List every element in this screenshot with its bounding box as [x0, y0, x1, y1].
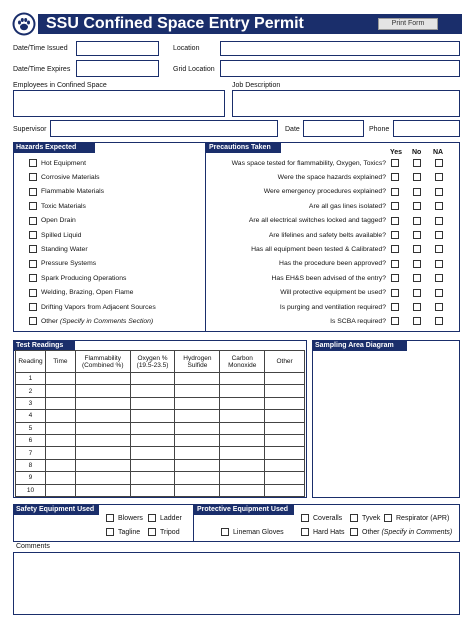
precaution-na-checkbox[interactable] — [435, 231, 443, 239]
hazard-checkbox[interactable] — [29, 217, 37, 225]
reading-cell[interactable] — [220, 459, 265, 471]
precaution-na-checkbox[interactable] — [435, 289, 443, 297]
reading-cell[interactable] — [220, 422, 265, 434]
print-form-button[interactable]: Print Form — [378, 18, 438, 30]
precaution-question: Are lifelines and safety belts available? — [268, 231, 386, 239]
reading-number: 8 — [16, 459, 46, 471]
reading-cell[interactable] — [75, 422, 130, 434]
reading-cell[interactable] — [175, 459, 220, 471]
other-protective-text: Other — [362, 529, 380, 536]
reading-cell[interactable] — [75, 385, 130, 397]
test-readings-header: Flammability (Combined %) — [75, 351, 130, 373]
reading-cell[interactable] — [175, 484, 220, 496]
other-protective-label — [362, 529, 452, 536]
precaution-na-checkbox[interactable] — [435, 217, 443, 225]
reading-cell[interactable] — [75, 484, 130, 496]
precaution-yes-checkbox[interactable] — [391, 159, 399, 167]
lineman-gloves-label: Lineman Gloves — [233, 529, 284, 536]
reading-cell[interactable] — [130, 484, 175, 496]
tyvek-label: Tyvek — [362, 515, 381, 522]
reading-cell[interactable] — [75, 459, 130, 471]
reading-cell[interactable] — [175, 447, 220, 459]
hazard-label-text: Spark Producing Operations — [41, 274, 127, 282]
reading-cell[interactable] — [75, 472, 130, 484]
reading-cell[interactable] — [45, 397, 75, 409]
precaution-question: Were the space hazards explained? — [277, 173, 386, 181]
precaution-na-checkbox[interactable] — [435, 159, 443, 167]
reading-cell[interactable] — [130, 373, 175, 385]
table-row — [16, 422, 305, 434]
job-description-field[interactable] — [232, 90, 460, 117]
reading-cell[interactable] — [220, 472, 265, 484]
reading-number: 6 — [16, 434, 46, 446]
precaution-question: Is purging and ventilation required? — [279, 303, 386, 311]
reading-cell[interactable] — [75, 434, 130, 446]
hazard-label-text: Other — [41, 317, 58, 325]
test-readings-header: Hydrogen Sulfide — [175, 351, 220, 373]
precaution-question: Is SCBA required? — [330, 317, 386, 325]
supervisor-label: Supervisor — [13, 126, 47, 133]
reading-cell[interactable] — [220, 447, 265, 459]
hazard-checkbox[interactable] — [29, 289, 37, 297]
table-row — [16, 447, 305, 459]
precaution-no-checkbox[interactable] — [413, 303, 421, 311]
hazard-label-text: Flammable Materials — [41, 188, 105, 196]
datetime-issued-field[interactable] — [76, 41, 159, 56]
page-title: SSU Confined Space Entry Permit — [46, 15, 304, 32]
hard-hats-label: Hard Hats — [313, 529, 345, 536]
reading-cell[interactable] — [220, 385, 265, 397]
precaution-na-checkbox[interactable] — [435, 245, 443, 253]
reading-cell[interactable] — [75, 397, 130, 409]
precaution-no-checkbox[interactable] — [413, 260, 421, 268]
phone-label: Phone — [369, 126, 390, 133]
hazard-label — [41, 232, 81, 239]
precaution-na-checkbox[interactable] — [435, 173, 443, 181]
reading-cell[interactable] — [220, 410, 265, 422]
protective-equipment-title: Protective Equipment Used — [194, 505, 294, 515]
hazard-checkbox[interactable] — [29, 274, 37, 282]
hazard-label — [41, 188, 104, 195]
hazard-label-text: Toxic Materials — [41, 202, 86, 210]
hazard-label-text: Drifting Vapors from Adjacent Sources — [41, 303, 156, 311]
supervisor-field[interactable] — [50, 120, 278, 137]
precaution-yes-checkbox[interactable] — [391, 217, 399, 225]
reading-number: 10 — [16, 484, 46, 496]
logo — [12, 12, 36, 36]
precaution-yes-checkbox[interactable] — [391, 245, 399, 253]
hazard-checkbox[interactable] — [29, 188, 37, 196]
reading-number: 5 — [16, 422, 46, 434]
reading-cell[interactable] — [175, 410, 220, 422]
employees-label: Employees in Confined Space — [13, 82, 107, 89]
reading-cell[interactable] — [220, 397, 265, 409]
hazard-checkbox[interactable] — [29, 202, 37, 210]
respirator-label: Respirator (APR) — [396, 515, 450, 522]
precaution-no-checkbox[interactable] — [413, 188, 421, 196]
hazard-checkbox[interactable] — [29, 317, 37, 325]
ladder-label: Ladder — [160, 515, 182, 522]
hazard-label-text: Welding, Brazing, Open Flame — [41, 289, 134, 297]
precaution-question: Will protective equipment be used? — [280, 289, 386, 297]
precaution-question: Has all equipment been tested & Calibrated? — [251, 245, 386, 253]
hazard-label — [41, 203, 86, 210]
tripod-checkbox[interactable] — [148, 528, 156, 536]
reading-cell[interactable] — [45, 472, 75, 484]
precaution-question: Has the procedure been approved? — [279, 260, 386, 268]
reading-number: 3 — [16, 397, 46, 409]
precaution-yes-checkbox[interactable] — [391, 260, 399, 268]
hazard-checkbox[interactable] — [29, 159, 37, 167]
hazard-label — [41, 260, 96, 267]
reading-cell[interactable] — [265, 472, 305, 484]
datetime-expires-label: Date/Time Expires — [13, 66, 71, 73]
reading-cell[interactable] — [265, 422, 305, 434]
reading-cell[interactable] — [75, 410, 130, 422]
reading-cell[interactable] — [175, 397, 220, 409]
other-protective-note: (Specify in Comments) — [381, 529, 453, 536]
reading-cell[interactable] — [220, 373, 265, 385]
reading-cell[interactable] — [45, 484, 75, 496]
hazard-label — [41, 318, 153, 325]
precaution-yes-checkbox[interactable] — [391, 289, 399, 297]
test-readings-header: Carbon Monoxide — [220, 351, 265, 373]
reading-cell[interactable] — [175, 472, 220, 484]
table-row — [16, 397, 305, 409]
precaution-yes-checkbox[interactable] — [391, 303, 399, 311]
precaution-yes-checkbox[interactable] — [391, 317, 399, 325]
hazard-checkbox[interactable] — [29, 173, 37, 181]
precautions-title: Precautions Taken — [206, 143, 281, 153]
reading-cell[interactable] — [130, 447, 175, 459]
hazard-label-text: Corrosive Materials — [41, 173, 100, 181]
precaution-yes-checkbox[interactable] — [391, 173, 399, 181]
comments-field[interactable] — [13, 552, 460, 615]
precaution-no-checkbox[interactable] — [413, 289, 421, 297]
tagline-checkbox[interactable] — [106, 528, 114, 536]
hazards-title: Hazards Expected — [13, 143, 95, 153]
reading-cell[interactable] — [220, 484, 265, 496]
reading-cell[interactable] — [265, 434, 305, 446]
hazard-label — [41, 289, 133, 296]
coveralls-checkbox[interactable] — [301, 514, 309, 522]
test-readings-header: Other — [265, 351, 305, 373]
grid-location-field[interactable] — [220, 60, 460, 77]
precaution-na-checkbox[interactable] — [435, 202, 443, 210]
precaution-yes-checkbox[interactable] — [391, 202, 399, 210]
reading-cell[interactable] — [130, 434, 175, 446]
precaution-no-checkbox[interactable] — [413, 274, 421, 282]
hazard-label — [41, 174, 100, 181]
location-field[interactable] — [220, 41, 460, 56]
precaution-no-checkbox[interactable] — [413, 317, 421, 325]
hazard-label-text: Hot Equipment — [41, 159, 86, 167]
datetime-issued-label: Date/Time Issued — [13, 45, 68, 52]
precaution-no-checkbox[interactable] — [413, 245, 421, 253]
col-no: No — [412, 149, 422, 156]
precaution-no-checkbox[interactable] — [413, 173, 421, 181]
precaution-na-checkbox[interactable] — [435, 317, 443, 325]
precaution-question: Were emergency procedures explained? — [263, 188, 386, 196]
coveralls-label: Coveralls — [313, 515, 343, 522]
precaution-yes-checkbox[interactable] — [391, 274, 399, 282]
date-label: Date — [285, 126, 300, 133]
table-row — [16, 459, 305, 471]
reading-cell[interactable] — [130, 459, 175, 471]
reading-cell[interactable] — [265, 373, 305, 385]
precaution-na-checkbox[interactable] — [435, 260, 443, 268]
table-row — [16, 434, 305, 446]
employees-field[interactable] — [13, 90, 225, 117]
comments-label: Comments — [16, 543, 50, 550]
datetime-expires-field[interactable] — [76, 60, 159, 77]
precaution-na-checkbox[interactable] — [435, 303, 443, 311]
hard-hats-checkbox[interactable] — [301, 528, 309, 536]
precaution-question: Are all electrical switches locked and tagged? — [248, 217, 386, 225]
reading-cell[interactable] — [45, 373, 75, 385]
precaution-yes-checkbox[interactable] — [391, 188, 399, 196]
safety-equipment-title: Safety Equipment Used — [13, 505, 99, 515]
reading-cell[interactable] — [220, 434, 265, 446]
tagline-label: Tagline — [118, 529, 141, 536]
blowers-checkbox[interactable] — [106, 514, 114, 522]
col-na: NA — [433, 149, 444, 156]
reading-cell[interactable] — [175, 434, 220, 446]
sampling-area-box[interactable] — [312, 340, 460, 498]
hazard-label-text: Pressure Systems — [41, 260, 97, 268]
hazard-label-text: Standing Water — [41, 245, 88, 253]
hazard-label — [41, 246, 88, 253]
location-label: Location — [173, 45, 200, 52]
reading-cell[interactable] — [45, 385, 75, 397]
reading-cell[interactable] — [175, 385, 220, 397]
reading-cell[interactable] — [265, 385, 305, 397]
reading-cell[interactable] — [175, 422, 220, 434]
reading-number: 9 — [16, 472, 46, 484]
reading-number: 4 — [16, 410, 46, 422]
reading-cell[interactable] — [130, 422, 175, 434]
tripod-label: Tripod — [160, 529, 180, 536]
date-field[interactable] — [303, 120, 364, 137]
sampling-area-title: Sampling Area Diagram — [312, 341, 407, 351]
hazard-label — [41, 217, 76, 224]
ladder-checkbox[interactable] — [148, 514, 156, 522]
reading-cell[interactable] — [45, 410, 75, 422]
table-row — [16, 373, 305, 385]
other-protective-checkbox[interactable] — [350, 528, 358, 536]
hazard-checkbox[interactable] — [29, 245, 37, 253]
job-description-label: Job Description — [232, 82, 281, 89]
tyvek-checkbox[interactable] — [350, 514, 358, 522]
precaution-no-checkbox[interactable] — [413, 159, 421, 167]
reading-cell[interactable] — [45, 447, 75, 459]
reading-cell[interactable] — [130, 385, 175, 397]
test-readings-table — [15, 350, 305, 497]
hazard-label-text: Spilled Liquid — [41, 231, 82, 239]
test-readings-header: Time — [45, 351, 75, 373]
hazard-other-note: (Specify in Comments Section) — [59, 317, 154, 325]
precaution-no-checkbox[interactable] — [413, 231, 421, 239]
hazard-label — [41, 160, 86, 167]
reading-cell[interactable] — [175, 373, 220, 385]
hazards-divider — [205, 142, 206, 332]
precaution-na-checkbox[interactable] — [435, 188, 443, 196]
phone-field[interactable] — [393, 120, 460, 137]
reading-number: 7 — [16, 447, 46, 459]
reading-cell[interactable] — [45, 422, 75, 434]
respirator-checkbox[interactable] — [384, 514, 392, 522]
hazard-label — [41, 275, 126, 282]
test-readings-header: Oxygen % (19.5-23.5) — [130, 351, 175, 373]
reading-cell[interactable] — [130, 410, 175, 422]
blowers-label: Blowers — [118, 515, 143, 522]
reading-cell[interactable] — [130, 397, 175, 409]
hazard-checkbox[interactable] — [29, 303, 37, 311]
hazard-checkbox[interactable] — [29, 260, 37, 268]
precaution-question: Was space tested for flammability, Oxygen, Toxics? — [231, 159, 386, 167]
test-readings-title: Test Readings — [13, 341, 75, 351]
table-row — [16, 472, 305, 484]
precaution-na-checkbox[interactable] — [435, 274, 443, 282]
precaution-yes-checkbox[interactable] — [391, 231, 399, 239]
table-row — [16, 484, 305, 496]
precaution-no-checkbox[interactable] — [413, 202, 421, 210]
hazard-label — [41, 304, 156, 311]
table-row — [16, 385, 305, 397]
reading-number: 2 — [16, 385, 46, 397]
precaution-no-checkbox[interactable] — [413, 217, 421, 225]
precaution-question: Has EH&S been advised of the entry? — [271, 274, 386, 282]
reading-cell[interactable] — [75, 447, 130, 459]
reading-cell[interactable] — [265, 397, 305, 409]
reading-cell[interactable] — [45, 434, 75, 446]
lineman-gloves-checkbox[interactable] — [221, 528, 229, 536]
hazard-label-text: Open Drain — [41, 217, 76, 225]
precaution-question: Are all gas lines isolated? — [308, 202, 386, 210]
reading-cell[interactable] — [265, 447, 305, 459]
reading-number: 1 — [16, 373, 46, 385]
paw-logo-icon — [12, 12, 36, 36]
test-readings-header: Reading — [16, 351, 46, 373]
reading-cell[interactable] — [45, 459, 75, 471]
reading-cell[interactable] — [265, 459, 305, 471]
reading-cell[interactable] — [130, 472, 175, 484]
reading-cell[interactable] — [75, 373, 130, 385]
hazard-checkbox[interactable] — [29, 231, 37, 239]
table-row — [16, 410, 305, 422]
grid-location-label: Grid Location — [173, 66, 215, 73]
col-yes: Yes — [390, 149, 403, 156]
reading-cell[interactable] — [265, 410, 305, 422]
reading-cell[interactable] — [265, 484, 305, 496]
